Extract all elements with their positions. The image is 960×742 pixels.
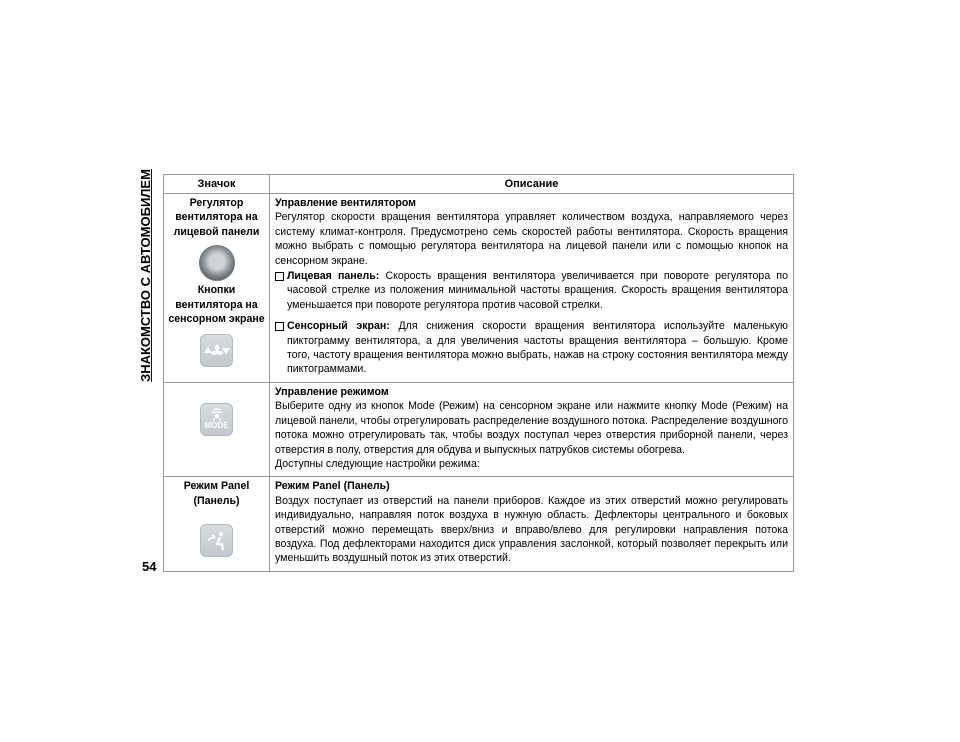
bullet-face-panel <box>275 269 788 312</box>
fan-knob-label: Регулятор вентилятора на лицевой панели <box>173 197 260 238</box>
checkbox-bullet-icon <box>275 322 284 331</box>
panel-mode-label: Режим Panel (Панель) <box>183 480 250 507</box>
panel-mode-description <box>270 477 794 571</box>
section-side-title-text: ЗНАКОМСТВО С АВТОМОБИЛЕМ <box>137 168 153 382</box>
fan-control-description <box>270 194 794 383</box>
mode-control-text: Выберите одну из кнопок Mode (Режим) на сенсорном экране или нажмите кнопку Mode (Режим) на лицевой панели, чтобы отрегулировать распределение воздушного потока. Распределение воздушного потока можно отрегулировать так, чтобы воздух поступал через отверстия приборной панели, через отверстия в полу, отверстия для обдува и выпускных патрубков системы обогрева. <box>275 400 788 456</box>
fan-control-title: Управление вентилятором <box>275 197 416 209</box>
fan-buttons-icon <box>200 334 233 367</box>
page-number: 54 <box>142 559 157 574</box>
panel-mode-title: Режим Panel (Панель) <box>275 480 390 493</box>
section-side-title <box>131 168 159 382</box>
header-description: Описание <box>270 175 794 194</box>
table-header-row <box>164 175 794 194</box>
mode-icon <box>200 403 233 436</box>
fan-knob-icon <box>199 245 235 281</box>
panel-mode-icon <box>200 524 233 557</box>
mode-control-text2: Доступны следующие настройки режима: <box>275 457 480 470</box>
bullet-text: Для снижения скорости вращения вентилятора используйте маленькую пиктограмму вентилятора, а для увеличения частоты вращения вентилятора – большую. Кроме того, частоту вращения вентилятора можно выбрать, нажав на строку состояния вентилятора между пиктограммами. <box>287 320 788 376</box>
mode-control-title: Управление режимом <box>275 385 389 398</box>
bullet-touchscreen <box>275 319 788 377</box>
mode-control-description <box>270 382 794 476</box>
table-row <box>164 194 794 383</box>
fan-control-text: Регулятор скорости вращения вентилятора управляет количеством воздуха, направляемого через систему климат-контроля. Предусмотрено семь скоростей работы вентилятора. Скорость вращения можно выбрать с помощью регулятора вентилятора на лицевой панели или с помощью кнопок на сенсорном экране. <box>275 211 788 267</box>
panel-mode-icon-cell <box>164 477 270 571</box>
panel-mode-text: Воздух поступает из отверстий на панели приборов. Каждое из этих отверстий можно регулировать индивидуально, направляя поток воздуха в нужную область. Дефлекторы центрального и боковых отверстий можно перемещать вверх/вниз и вправо/влево для регулировки направления потока воздуха. Под дефлекторами находится диск управления заслонкой, который позволяет перекрыть или уменьшить воздушный поток из этих отверстий. <box>275 494 788 565</box>
table-row <box>164 477 794 571</box>
header-icon: Значок <box>164 175 270 194</box>
checkbox-bullet-icon <box>275 272 284 281</box>
bullet-label: Лицевая панель: <box>287 270 380 283</box>
mode-icon-text: MODE <box>204 421 229 431</box>
bullet-label: Сенсорный экран: <box>287 320 390 333</box>
fan-buttons-label: Кнопки вентилятора на сенсорном экране <box>168 284 265 326</box>
climate-controls-table <box>163 174 794 572</box>
table-row <box>164 382 794 476</box>
bullet-text: Скорость вращения вентилятора увеличивается при повороте регулятора по часовой стрелке из положения минимальной частоты вращения. Скорость вращения вентилятора уменьшается при повороте регулятора против часовой стрелки. <box>287 270 788 311</box>
fan-icons-cell <box>164 194 270 383</box>
mode-icon-cell <box>164 382 270 476</box>
